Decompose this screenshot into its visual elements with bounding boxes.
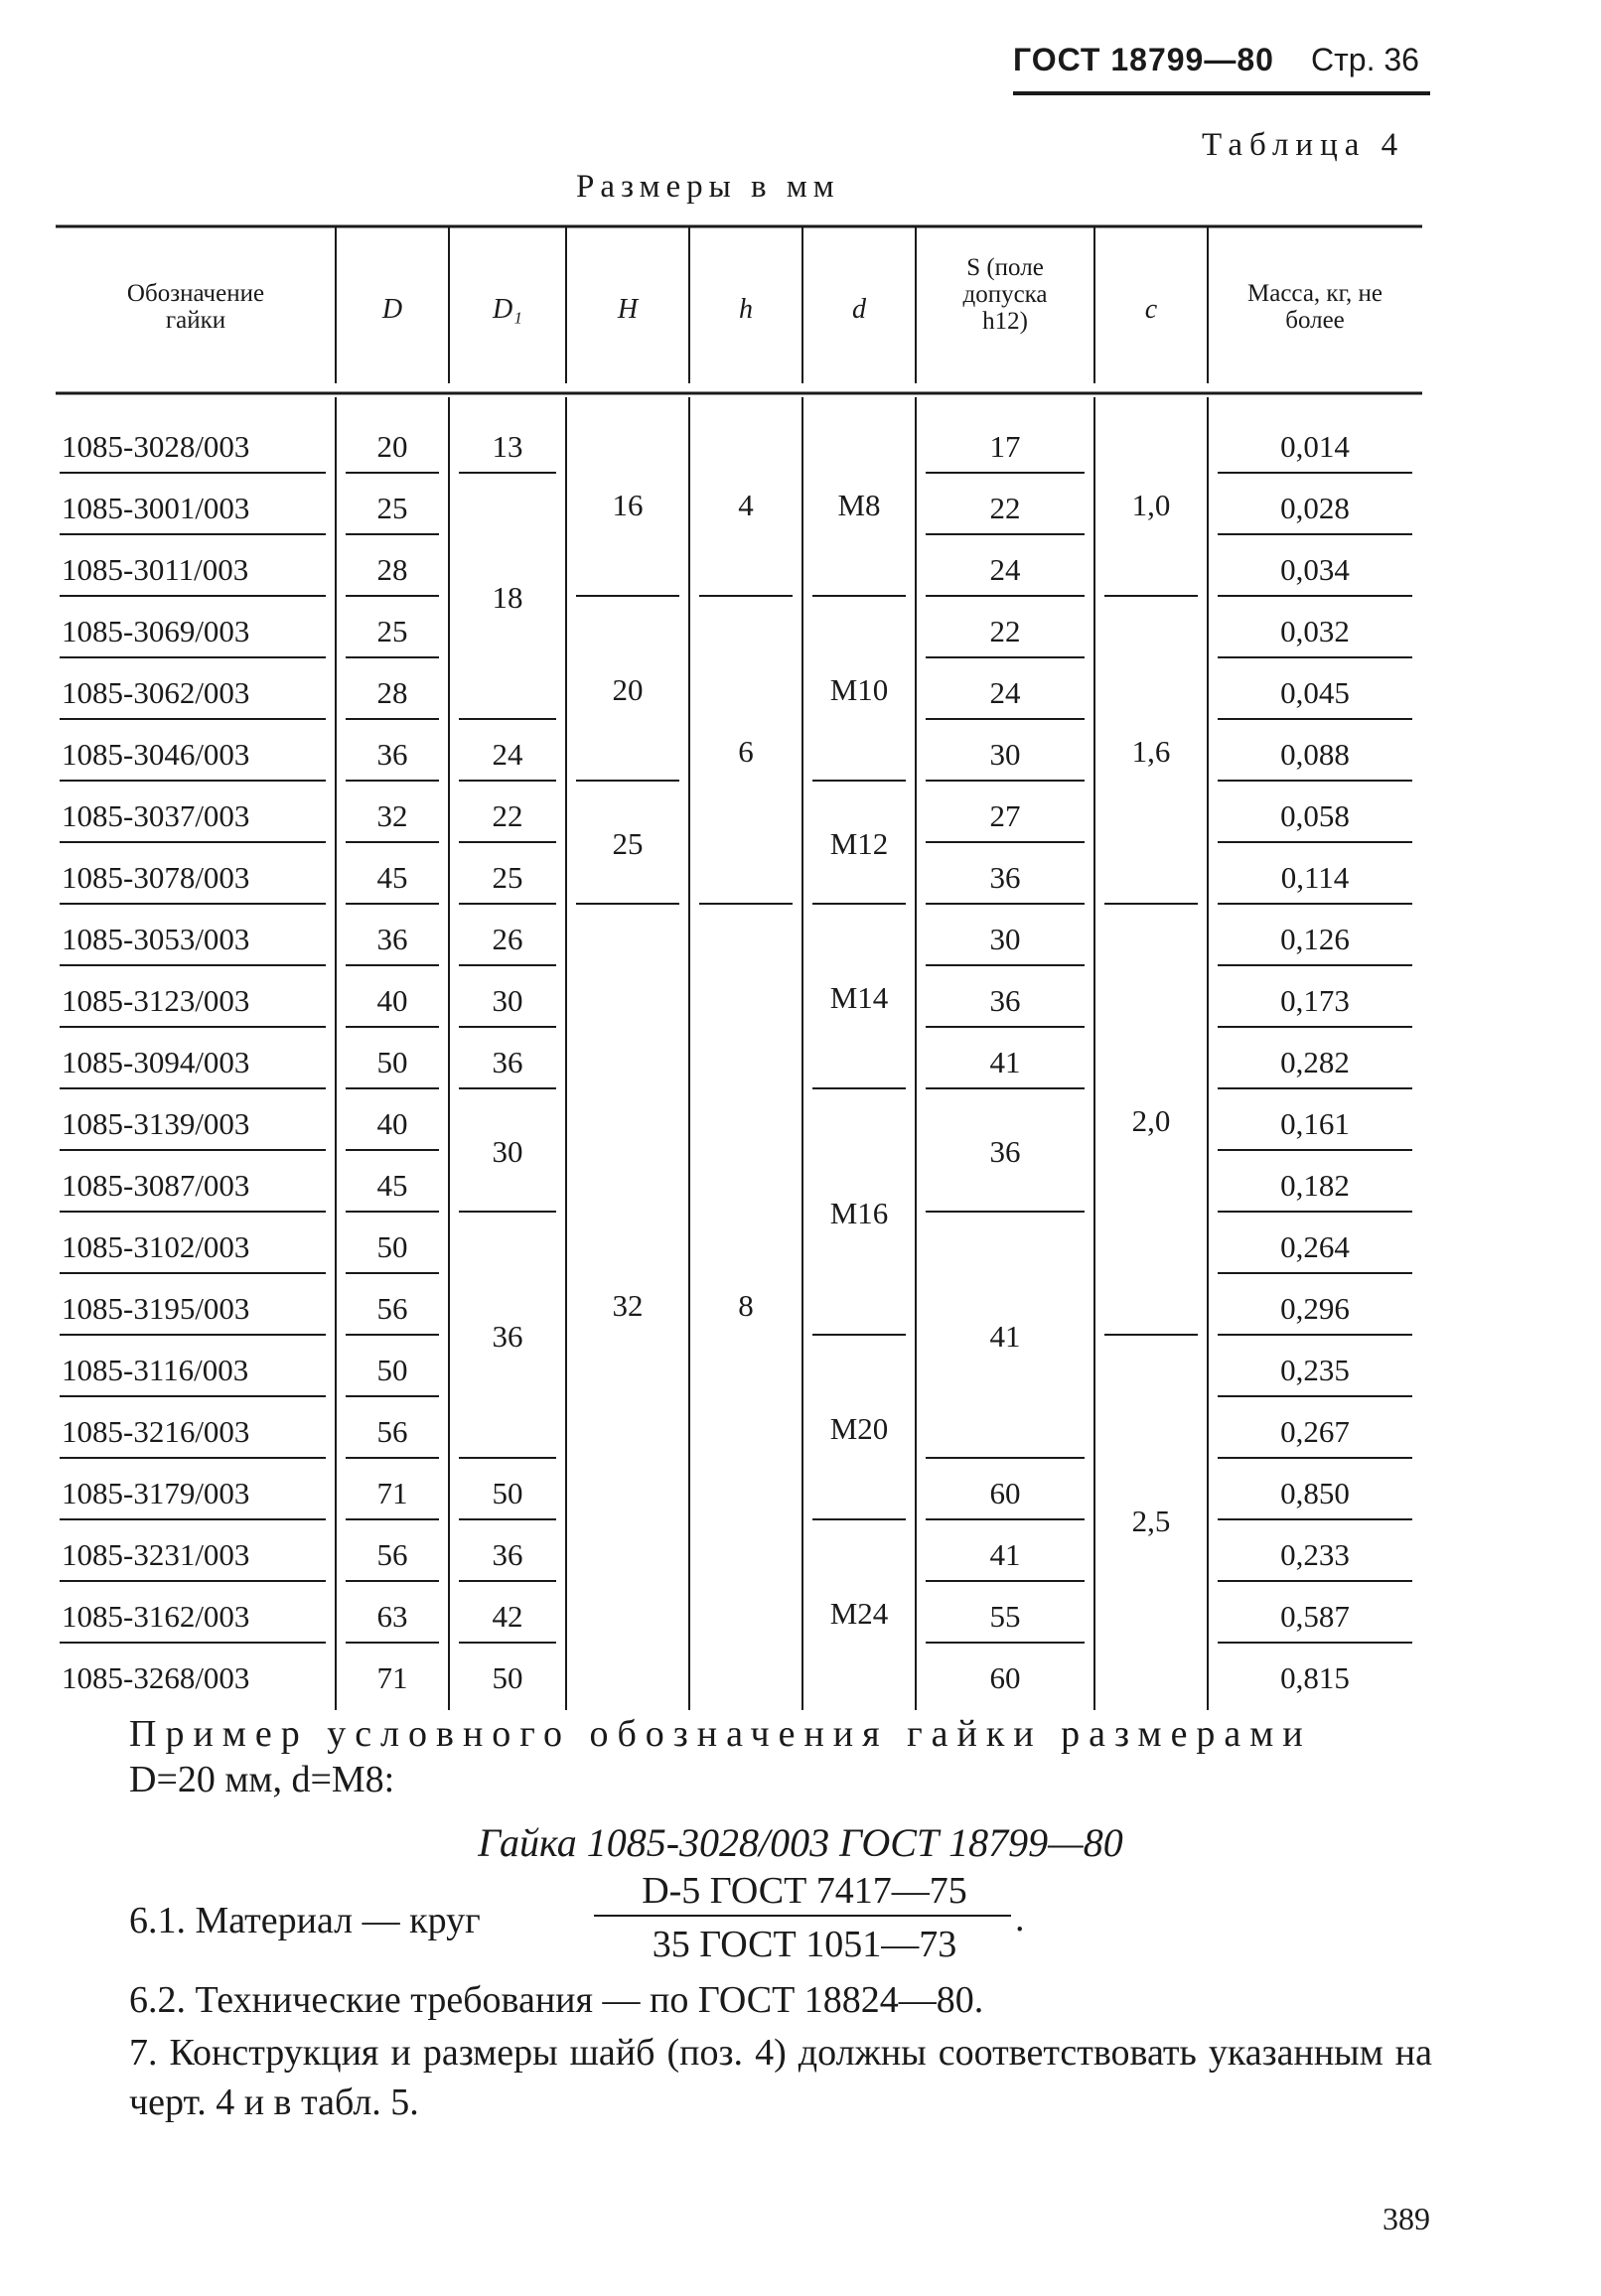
cell-mass: 0,126 [1280, 922, 1350, 956]
cell-s: 60 [989, 1660, 1021, 1695]
cell-c: 1,6 [1131, 734, 1171, 769]
nut-designation: 1085-3102/003 [62, 1229, 250, 1264]
cell-mass: 0,267 [1280, 1414, 1350, 1449]
cell-d1: 50 [492, 1476, 523, 1510]
cell-d1: 30 [492, 983, 523, 1018]
cell-s: 24 [989, 552, 1021, 587]
nut-designation: 1085-3087/003 [62, 1168, 250, 1203]
cell-s: 17 [989, 429, 1021, 464]
nut-designation: 1085-3139/003 [62, 1106, 250, 1141]
header-designation: Обозначение гайки [126, 280, 265, 334]
cell-d: 63 [376, 1599, 408, 1634]
cell-s: 41 [989, 1045, 1021, 1079]
cell-d: M24 [829, 1596, 889, 1631]
cell-d1: 42 [492, 1599, 523, 1634]
header-c: c [1144, 294, 1158, 325]
nut-designation: 1085-3116/003 [62, 1353, 249, 1387]
cell-mass: 0,850 [1280, 1476, 1350, 1510]
cell-mass: 0,032 [1280, 614, 1350, 648]
cell-mass: 0,587 [1280, 1599, 1350, 1634]
cell-s: 36 [989, 860, 1021, 895]
nut-designation: 1085-3231/003 [62, 1537, 250, 1572]
cell-s: 36 [989, 1134, 1021, 1169]
cell-d: 50 [376, 1353, 408, 1387]
cell-d: 56 [376, 1537, 408, 1572]
cell-s: 41 [989, 1537, 1021, 1572]
cell-s: 55 [989, 1599, 1021, 1634]
cell-d1: 22 [492, 798, 523, 833]
nut-designation: 1085-3053/003 [62, 922, 250, 956]
cell-mass: 0,058 [1280, 798, 1350, 833]
example-line-2: D=20 мм, d=M8: [129, 1759, 395, 1800]
cell-c: 2,0 [1131, 1103, 1171, 1138]
nut-designation: 1085-3094/003 [62, 1045, 250, 1079]
cell-mass: 0,233 [1280, 1537, 1350, 1572]
cell-d: M10 [829, 672, 889, 707]
header-mass: Масса, кг, не более [1247, 280, 1383, 334]
cell-d1: 30 [492, 1134, 523, 1169]
cell-c: 1,0 [1131, 488, 1171, 522]
nut-designation: 1085-3078/003 [62, 860, 250, 895]
nut-designation: 1085-3028/003 [62, 429, 250, 464]
header-D1: D₁ [493, 294, 522, 325]
cell-d: 71 [376, 1660, 408, 1695]
cell-h: 4 [738, 488, 754, 522]
material-period: . [1015, 1898, 1025, 1939]
cell-d: 45 [376, 860, 408, 895]
cell-h: 16 [612, 488, 644, 522]
cell-s: 36 [989, 983, 1021, 1018]
cell-mass: 0,034 [1280, 552, 1350, 587]
cell-d: 20 [376, 429, 408, 464]
cell-d: 50 [376, 1229, 408, 1264]
header-D: D [381, 294, 403, 325]
cell-d1: 13 [492, 429, 523, 464]
nut-designation: 1085-3046/003 [62, 737, 250, 772]
cell-h: 8 [738, 1288, 754, 1323]
standard-number: ГОСТ 18799—80 [1013, 42, 1274, 77]
cell-mass: 0,161 [1280, 1106, 1350, 1141]
cell-d: 45 [376, 1168, 408, 1203]
cell-mass: 0,815 [1280, 1660, 1350, 1695]
cell-s: 22 [989, 491, 1021, 525]
header-S: S (поле допуска h12) [962, 254, 1048, 335]
cell-d: M16 [829, 1196, 889, 1230]
page-label: Стр. 36 [1311, 42, 1419, 77]
header-d: d [852, 294, 866, 325]
material-denominator: 35 ГОСТ 1051—73 [652, 1924, 957, 1965]
cell-mass: 0,045 [1280, 675, 1350, 710]
cell-d: M12 [829, 826, 889, 861]
cell-s: 22 [989, 614, 1021, 648]
nut-designation: 1085-3062/003 [62, 675, 250, 710]
example-line-1: Пример условного обозначения гайки размерами [129, 1713, 1312, 1755]
cell-d1: 18 [492, 580, 523, 615]
cell-mass: 0,173 [1280, 983, 1350, 1018]
cell-mass: 0,028 [1280, 491, 1350, 525]
cell-d: M8 [837, 488, 881, 522]
cell-s: 30 [989, 737, 1021, 772]
cell-d: 40 [376, 1106, 408, 1141]
nut-designation: 1085-3179/003 [62, 1476, 250, 1510]
cell-mass: 0,088 [1280, 737, 1350, 772]
header-H: H [617, 294, 639, 325]
cell-d1: 25 [492, 860, 523, 895]
cell-d1: 50 [492, 1660, 523, 1695]
cell-mass: 0,114 [1280, 860, 1350, 895]
cell-d: 28 [376, 675, 408, 710]
cell-d: 40 [376, 983, 408, 1018]
cell-h: 25 [612, 826, 644, 861]
cell-h: 32 [612, 1288, 644, 1323]
cell-mass: 0,282 [1280, 1045, 1350, 1079]
page-number: 389 [1383, 2201, 1430, 2236]
cell-h: 6 [738, 734, 754, 769]
cell-h: 20 [612, 672, 644, 707]
cell-d: M14 [829, 980, 889, 1015]
cell-d: 25 [376, 614, 408, 648]
table-caption: Таблица 4 [1202, 127, 1405, 163]
cell-mass: 0,182 [1280, 1168, 1350, 1203]
material-clause: 6.1. Материал — круг [129, 1900, 481, 1941]
cell-d1: 24 [492, 737, 523, 772]
cell-mass: 0,296 [1280, 1291, 1350, 1326]
requirements-clause: 6.2. Технические требования — по ГОСТ 18824—80. [129, 1979, 984, 2021]
cell-d1: 36 [492, 1045, 523, 1079]
nut-designation: 1085-3011/003 [62, 552, 249, 587]
cell-c: 2,5 [1131, 1504, 1171, 1538]
nut-designation: 1085-3195/003 [62, 1291, 250, 1326]
cell-s: 60 [989, 1476, 1021, 1510]
cell-d1: 26 [492, 922, 523, 956]
cell-d: 56 [376, 1414, 408, 1449]
nut-designation: 1085-3216/003 [62, 1414, 250, 1449]
cell-s: 30 [989, 922, 1021, 956]
cell-d: 56 [376, 1291, 408, 1326]
cell-d: 36 [376, 737, 408, 772]
nut-designation: 1085-3069/003 [62, 614, 250, 648]
cell-mass: 0,235 [1280, 1353, 1350, 1387]
washers-clause: 7. Конструкция и размеры шайб (поз. 4) должны соответствовать указанным на черт. 4 и в табл. 5. [129, 2032, 1432, 2123]
cell-d: 32 [376, 798, 408, 833]
cell-d: 50 [376, 1045, 408, 1079]
cell-d: M20 [829, 1411, 889, 1446]
nut-designation: 1085-3037/003 [62, 798, 250, 833]
nut-designation: 1085-3268/003 [62, 1660, 250, 1695]
cell-s: 41 [989, 1319, 1021, 1354]
fraction-bar [594, 1915, 1011, 1917]
cell-d: 25 [376, 491, 408, 525]
cell-d: 28 [376, 552, 408, 587]
cell-d1: 36 [492, 1319, 523, 1354]
cell-d: 71 [376, 1476, 408, 1510]
cell-s: 27 [989, 798, 1021, 833]
cell-mass: 0,014 [1280, 429, 1350, 464]
cell-d: 36 [376, 922, 408, 956]
cell-s: 24 [989, 675, 1021, 710]
nut-designation: 1085-3001/003 [62, 491, 250, 525]
units-caption: Размеры в мм [576, 169, 840, 205]
cell-d1: 36 [492, 1537, 523, 1572]
cell-mass: 0,264 [1280, 1229, 1350, 1264]
nut-designation: 1085-3162/003 [62, 1599, 250, 1634]
material-numerator: D-5 ГОСТ 7417—75 [642, 1870, 967, 1912]
example-designation: Гайка 1085-3028/003 ГОСТ 18799—80 [478, 1820, 1123, 1865]
header-h: h [739, 294, 753, 325]
nut-designation: 1085-3123/003 [62, 983, 250, 1018]
